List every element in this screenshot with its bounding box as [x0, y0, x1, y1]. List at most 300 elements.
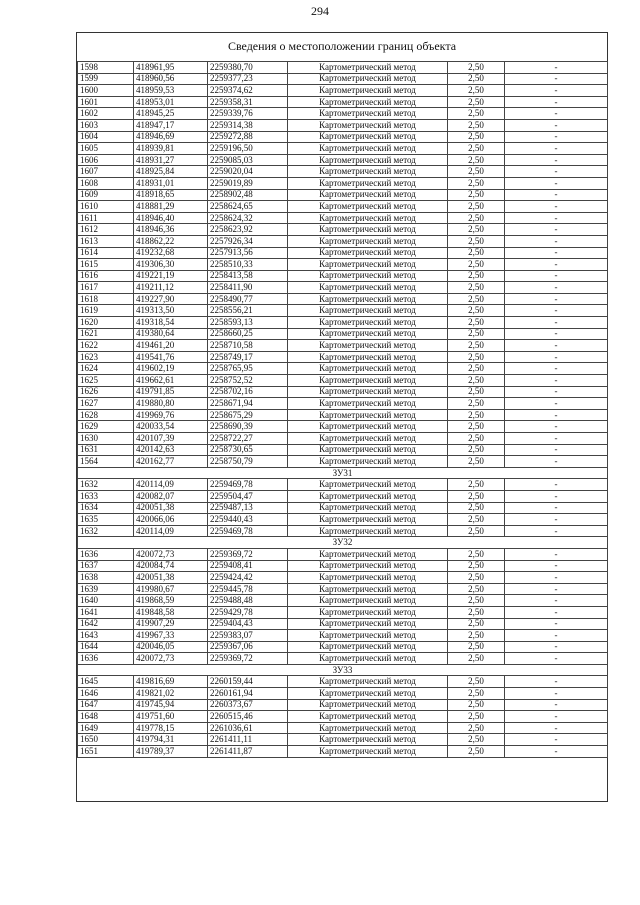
y-coordinate-cell: 2258413,58 [208, 270, 288, 282]
point-number-cell: 1622 [78, 340, 134, 352]
table-row [78, 630, 608, 642]
method-cell: Картометрический метод [288, 177, 448, 189]
method-cell: Картометрический метод [288, 398, 448, 410]
precision-cell: 2,50 [448, 433, 505, 445]
method-cell: Картометрический метод [288, 131, 448, 143]
y-coordinate-cell: 2259020,04 [208, 166, 288, 178]
page-number: 294 [311, 4, 329, 18]
y-coordinate-cell: 2259019,89 [208, 177, 288, 189]
description-cell: - [505, 746, 608, 758]
precision-cell: 2,50 [448, 746, 505, 758]
x-coordinate-cell: 419313,50 [134, 305, 208, 317]
table-row [78, 688, 608, 700]
point-number-cell: 1614 [78, 247, 134, 259]
x-coordinate-cell: 419907,29 [134, 618, 208, 630]
x-coordinate-cell: 418961,95 [134, 62, 208, 74]
method-cell: Картометрический метод [288, 247, 448, 259]
description-cell: - [505, 618, 608, 630]
precision-cell: 2,50 [448, 444, 505, 456]
description-cell: - [505, 177, 608, 189]
table-row [78, 653, 608, 665]
point-number-cell: 1644 [78, 641, 134, 653]
point-number-cell: 1633 [78, 490, 134, 502]
table-row [78, 734, 608, 746]
point-number-cell: 1624 [78, 363, 134, 375]
table-row [78, 421, 608, 433]
y-coordinate-cell: 2259404,43 [208, 618, 288, 630]
y-coordinate-cell: 2259358,31 [208, 96, 288, 108]
point-number-cell: 1603 [78, 119, 134, 131]
description-cell: - [505, 143, 608, 155]
table-row [78, 166, 608, 178]
description-cell: - [505, 259, 608, 271]
y-coordinate-cell: 2258749,17 [208, 351, 288, 363]
precision-cell: 2,50 [448, 270, 505, 282]
y-coordinate-cell: 2258902,48 [208, 189, 288, 201]
precision-cell: 2,50 [448, 259, 505, 271]
table-row [78, 583, 608, 595]
y-coordinate-cell: 2260515,46 [208, 711, 288, 723]
table-row [78, 340, 608, 352]
precision-cell: 2,50 [448, 676, 505, 688]
description-cell: - [505, 734, 608, 746]
y-coordinate-cell: 2259369,72 [208, 548, 288, 560]
y-coordinate-cell: 2258750,79 [208, 456, 288, 468]
table-row [78, 746, 608, 758]
point-number-cell: 1640 [78, 595, 134, 607]
precision-cell: 2,50 [448, 688, 505, 700]
x-coordinate-cell: 419967,33 [134, 630, 208, 642]
point-number-cell: 1609 [78, 189, 134, 201]
point-number-cell: 1621 [78, 328, 134, 340]
precision-cell: 2,50 [448, 177, 505, 189]
precision-cell: 2,50 [448, 514, 505, 526]
description-cell: - [505, 270, 608, 282]
point-number-cell: 1627 [78, 398, 134, 410]
point-number-cell: 1639 [78, 583, 134, 595]
precision-cell: 2,50 [448, 525, 505, 537]
y-coordinate-cell: 2260161,94 [208, 688, 288, 700]
table-row [78, 259, 608, 271]
precision-cell: 2,50 [448, 189, 505, 201]
method-cell: Картометрический метод [288, 282, 448, 294]
table-row [78, 328, 608, 340]
point-number-cell: 1606 [78, 154, 134, 166]
x-coordinate-cell: 419380,64 [134, 328, 208, 340]
method-cell: Картометрический метод [288, 630, 448, 642]
section-row [78, 467, 608, 479]
precision-cell: 2,50 [448, 108, 505, 120]
description-cell: - [505, 386, 608, 398]
method-cell: Картометрический метод [288, 699, 448, 711]
point-number-cell: 1629 [78, 421, 134, 433]
method-cell: Картометрический метод [288, 421, 448, 433]
x-coordinate-cell: 419821,02 [134, 688, 208, 700]
description-cell: - [505, 688, 608, 700]
point-number-cell: 1635 [78, 514, 134, 526]
x-coordinate-cell: 418959,53 [134, 85, 208, 97]
y-coordinate-cell: 2258702,16 [208, 386, 288, 398]
y-coordinate-cell: 2258722,27 [208, 433, 288, 445]
x-coordinate-cell: 420072,73 [134, 653, 208, 665]
point-number-cell: 1631 [78, 444, 134, 456]
x-coordinate-cell: 418953,01 [134, 96, 208, 108]
y-coordinate-cell: 2259272,88 [208, 131, 288, 143]
precision-cell: 2,50 [448, 363, 505, 375]
description-cell: - [505, 456, 608, 468]
x-coordinate-cell: 418946,36 [134, 224, 208, 236]
description-cell: - [505, 305, 608, 317]
point-number-cell: 1623 [78, 351, 134, 363]
x-coordinate-cell: 419221,19 [134, 270, 208, 282]
description-cell: - [505, 212, 608, 224]
description-cell: - [505, 641, 608, 653]
x-coordinate-cell: 420114,09 [134, 525, 208, 537]
description-cell: - [505, 583, 608, 595]
y-coordinate-cell: 2259085,03 [208, 154, 288, 166]
x-coordinate-cell: 419318,54 [134, 317, 208, 329]
precision-cell: 2,50 [448, 711, 505, 723]
y-coordinate-cell: 2258730,65 [208, 444, 288, 456]
method-cell: Картометрический метод [288, 363, 448, 375]
description-cell: - [505, 676, 608, 688]
table-row [78, 479, 608, 491]
point-number-cell: 1642 [78, 618, 134, 630]
y-coordinate-cell: 2258411,90 [208, 282, 288, 294]
precision-cell: 2,50 [448, 143, 505, 155]
x-coordinate-cell: 420114,09 [134, 479, 208, 491]
method-cell: Картометрический метод [288, 409, 448, 421]
method-cell: Картометрический метод [288, 259, 448, 271]
y-coordinate-cell: 2258490,77 [208, 293, 288, 305]
y-coordinate-cell: 2258675,29 [208, 409, 288, 421]
y-coordinate-cell: 2259445,78 [208, 583, 288, 595]
table-row [78, 201, 608, 213]
method-cell: Картометрический метод [288, 676, 448, 688]
table-row [78, 247, 608, 259]
precision-cell: 2,50 [448, 456, 505, 468]
y-coordinate-cell: 2258624,65 [208, 201, 288, 213]
description-cell: - [505, 572, 608, 584]
table-row [78, 514, 608, 526]
section-label: ЗУ32 [78, 537, 608, 549]
y-coordinate-cell: 2258510,33 [208, 259, 288, 271]
x-coordinate-cell: 419461,20 [134, 340, 208, 352]
precision-cell: 2,50 [448, 247, 505, 259]
point-number-cell: 1634 [78, 502, 134, 514]
precision-cell: 2,50 [448, 131, 505, 143]
table-row [78, 386, 608, 398]
table-row [78, 62, 608, 74]
table-row [78, 305, 608, 317]
point-number-cell: 1612 [78, 224, 134, 236]
method-cell: Картометрический метод [288, 456, 448, 468]
table-row [78, 96, 608, 108]
table-row [78, 525, 608, 537]
table-row [78, 189, 608, 201]
table-row [78, 444, 608, 456]
point-number-cell: 1598 [78, 62, 134, 74]
precision-cell: 2,50 [448, 595, 505, 607]
precision-cell: 2,50 [448, 119, 505, 131]
description-cell: - [505, 479, 608, 491]
y-coordinate-cell: 2259504,47 [208, 490, 288, 502]
precision-cell: 2,50 [448, 641, 505, 653]
x-coordinate-cell: 418862,22 [134, 235, 208, 247]
y-coordinate-cell: 2259429,78 [208, 606, 288, 618]
table-row [78, 502, 608, 514]
precision-cell: 2,50 [448, 479, 505, 491]
point-number-cell: 1601 [78, 96, 134, 108]
description-cell: - [505, 606, 608, 618]
precision-cell: 2,50 [448, 618, 505, 630]
table-row [78, 212, 608, 224]
y-coordinate-cell: 2259408,41 [208, 560, 288, 572]
table-row [78, 548, 608, 560]
method-cell: Картометрический метод [288, 235, 448, 247]
method-cell: Картометрический метод [288, 305, 448, 317]
description-cell: - [505, 433, 608, 445]
x-coordinate-cell: 419789,37 [134, 746, 208, 758]
y-coordinate-cell: 2258752,52 [208, 375, 288, 387]
point-number-cell: 1608 [78, 177, 134, 189]
precision-cell: 2,50 [448, 201, 505, 213]
description-cell: - [505, 375, 608, 387]
table-row [78, 560, 608, 572]
precision-cell: 2,50 [448, 490, 505, 502]
method-cell: Картометрический метод [288, 143, 448, 155]
table-row [78, 108, 608, 120]
point-number-cell: 1647 [78, 699, 134, 711]
y-coordinate-cell: 2261411,87 [208, 746, 288, 758]
method-cell: Картометрический метод [288, 479, 448, 491]
method-cell: Картометрический метод [288, 734, 448, 746]
point-number-cell: 1599 [78, 73, 134, 85]
point-number-cell: 1615 [78, 259, 134, 271]
description-cell: - [505, 699, 608, 711]
method-cell: Картометрический метод [288, 560, 448, 572]
method-cell: Картометрический метод [288, 293, 448, 305]
point-number-cell: 1564 [78, 456, 134, 468]
y-coordinate-cell: 2259377,23 [208, 73, 288, 85]
x-coordinate-cell: 419969,76 [134, 409, 208, 421]
description-cell: - [505, 525, 608, 537]
x-coordinate-cell: 419541,76 [134, 351, 208, 363]
table-row [78, 676, 608, 688]
description-cell: - [505, 201, 608, 213]
description-cell: - [505, 131, 608, 143]
x-coordinate-cell: 420046,05 [134, 641, 208, 653]
method-cell: Картометрический метод [288, 212, 448, 224]
x-coordinate-cell: 419306,30 [134, 259, 208, 271]
point-number-cell: 1625 [78, 375, 134, 387]
description-cell: - [505, 119, 608, 131]
method-cell: Картометрический метод [288, 154, 448, 166]
table-row [78, 235, 608, 247]
description-cell: - [505, 398, 608, 410]
point-number-cell: 1620 [78, 317, 134, 329]
precision-cell: 2,50 [448, 699, 505, 711]
y-coordinate-cell: 2258624,32 [208, 212, 288, 224]
point-number-cell: 1648 [78, 711, 134, 723]
point-number-cell: 1610 [78, 201, 134, 213]
method-cell: Картометрический метод [288, 340, 448, 352]
table-row [78, 224, 608, 236]
point-number-cell: 1628 [78, 409, 134, 421]
point-number-cell: 1607 [78, 166, 134, 178]
x-coordinate-cell: 418946,40 [134, 212, 208, 224]
method-cell: Картометрический метод [288, 166, 448, 178]
method-cell: Картометрический метод [288, 641, 448, 653]
x-coordinate-cell: 418960,56 [134, 73, 208, 85]
method-cell: Картометрический метод [288, 618, 448, 630]
description-cell: - [505, 548, 608, 560]
table-row [78, 409, 608, 421]
x-coordinate-cell: 418931,01 [134, 177, 208, 189]
point-number-cell: 1638 [78, 572, 134, 584]
table-row [78, 131, 608, 143]
y-coordinate-cell: 2259487,13 [208, 502, 288, 514]
method-cell: Картометрический метод [288, 386, 448, 398]
table-row [78, 351, 608, 363]
precision-cell: 2,50 [448, 502, 505, 514]
description-cell: - [505, 560, 608, 572]
y-coordinate-cell: 2258660,25 [208, 328, 288, 340]
y-coordinate-cell: 2259488,48 [208, 595, 288, 607]
table-row [78, 641, 608, 653]
description-cell: - [505, 653, 608, 665]
y-coordinate-cell: 2260373,67 [208, 699, 288, 711]
description-cell: - [505, 96, 608, 108]
precision-cell: 2,50 [448, 409, 505, 421]
method-cell: Картометрический метод [288, 722, 448, 734]
x-coordinate-cell: 419778,15 [134, 722, 208, 734]
table-row [78, 572, 608, 584]
y-coordinate-cell: 2259440,43 [208, 514, 288, 526]
point-number-cell: 1643 [78, 630, 134, 642]
description-cell: - [505, 235, 608, 247]
point-number-cell: 1616 [78, 270, 134, 282]
x-coordinate-cell: 418947,17 [134, 119, 208, 131]
table-row [78, 270, 608, 282]
x-coordinate-cell: 418918,65 [134, 189, 208, 201]
point-number-cell: 1630 [78, 433, 134, 445]
method-cell: Картометрический метод [288, 270, 448, 282]
point-number-cell: 1611 [78, 212, 134, 224]
description-cell: - [505, 595, 608, 607]
precision-cell: 2,50 [448, 166, 505, 178]
y-coordinate-cell: 2258593,13 [208, 317, 288, 329]
method-cell: Картометрический метод [288, 119, 448, 131]
table-row [78, 433, 608, 445]
method-cell: Картометрический метод [288, 85, 448, 97]
description-cell: - [505, 293, 608, 305]
document-frame [76, 32, 608, 802]
table-row [78, 317, 608, 329]
x-coordinate-cell: 420066,06 [134, 514, 208, 526]
point-number-cell: 1618 [78, 293, 134, 305]
method-cell: Картометрический метод [288, 433, 448, 445]
x-coordinate-cell: 419751,60 [134, 711, 208, 723]
point-number-cell: 1641 [78, 606, 134, 618]
description-cell: - [505, 630, 608, 642]
point-number-cell: 1617 [78, 282, 134, 294]
description-cell: - [505, 340, 608, 352]
x-coordinate-cell: 419232,68 [134, 247, 208, 259]
y-coordinate-cell: 2259380,70 [208, 62, 288, 74]
x-coordinate-cell: 418945,25 [134, 108, 208, 120]
x-coordinate-cell: 418881,29 [134, 201, 208, 213]
description-cell: - [505, 514, 608, 526]
x-coordinate-cell: 420072,73 [134, 548, 208, 560]
x-coordinate-cell: 420082,07 [134, 490, 208, 502]
point-number-cell: 1651 [78, 746, 134, 758]
description-cell: - [505, 224, 608, 236]
description-cell: - [505, 421, 608, 433]
description-cell: - [505, 363, 608, 375]
x-coordinate-cell: 419211,12 [134, 282, 208, 294]
y-coordinate-cell: 2259367,06 [208, 641, 288, 653]
table-row [78, 699, 608, 711]
precision-cell: 2,50 [448, 224, 505, 236]
description-cell: - [505, 409, 608, 421]
precision-cell: 2,50 [448, 375, 505, 387]
precision-cell: 2,50 [448, 386, 505, 398]
precision-cell: 2,50 [448, 722, 505, 734]
x-coordinate-cell: 420107,39 [134, 433, 208, 445]
section-row [78, 537, 608, 549]
description-cell: - [505, 166, 608, 178]
precision-cell: 2,50 [448, 317, 505, 329]
table-row [78, 398, 608, 410]
x-coordinate-cell: 419227,90 [134, 293, 208, 305]
y-coordinate-cell: 2260159,44 [208, 676, 288, 688]
y-coordinate-cell: 2258556,21 [208, 305, 288, 317]
point-number-cell: 1650 [78, 734, 134, 746]
table-row [78, 154, 608, 166]
method-cell: Картометрический метод [288, 62, 448, 74]
x-coordinate-cell: 418946,69 [134, 131, 208, 143]
table-row [78, 618, 608, 630]
description-cell: - [505, 247, 608, 259]
y-coordinate-cell: 2259383,07 [208, 630, 288, 642]
point-number-cell: 1613 [78, 235, 134, 247]
precision-cell: 2,50 [448, 630, 505, 642]
description-cell: - [505, 444, 608, 456]
point-number-cell: 1646 [78, 688, 134, 700]
method-cell: Картометрический метод [288, 317, 448, 329]
precision-cell: 2,50 [448, 328, 505, 340]
x-coordinate-cell: 420162,77 [134, 456, 208, 468]
point-number-cell: 1632 [78, 479, 134, 491]
coordinates-table-body [78, 62, 608, 758]
method-cell: Картометрический метод [288, 688, 448, 700]
x-coordinate-cell: 419602,19 [134, 363, 208, 375]
point-number-cell: 1604 [78, 131, 134, 143]
precision-cell: 2,50 [448, 154, 505, 166]
method-cell: Картометрический метод [288, 514, 448, 526]
table-row [78, 722, 608, 734]
y-coordinate-cell: 2259469,78 [208, 525, 288, 537]
precision-cell: 2,50 [448, 421, 505, 433]
method-cell: Картометрический метод [288, 96, 448, 108]
x-coordinate-cell: 419868,59 [134, 595, 208, 607]
point-number-cell: 1632 [78, 525, 134, 537]
table-row [78, 490, 608, 502]
x-coordinate-cell: 420142,63 [134, 444, 208, 456]
precision-cell: 2,50 [448, 653, 505, 665]
description-cell: - [505, 351, 608, 363]
